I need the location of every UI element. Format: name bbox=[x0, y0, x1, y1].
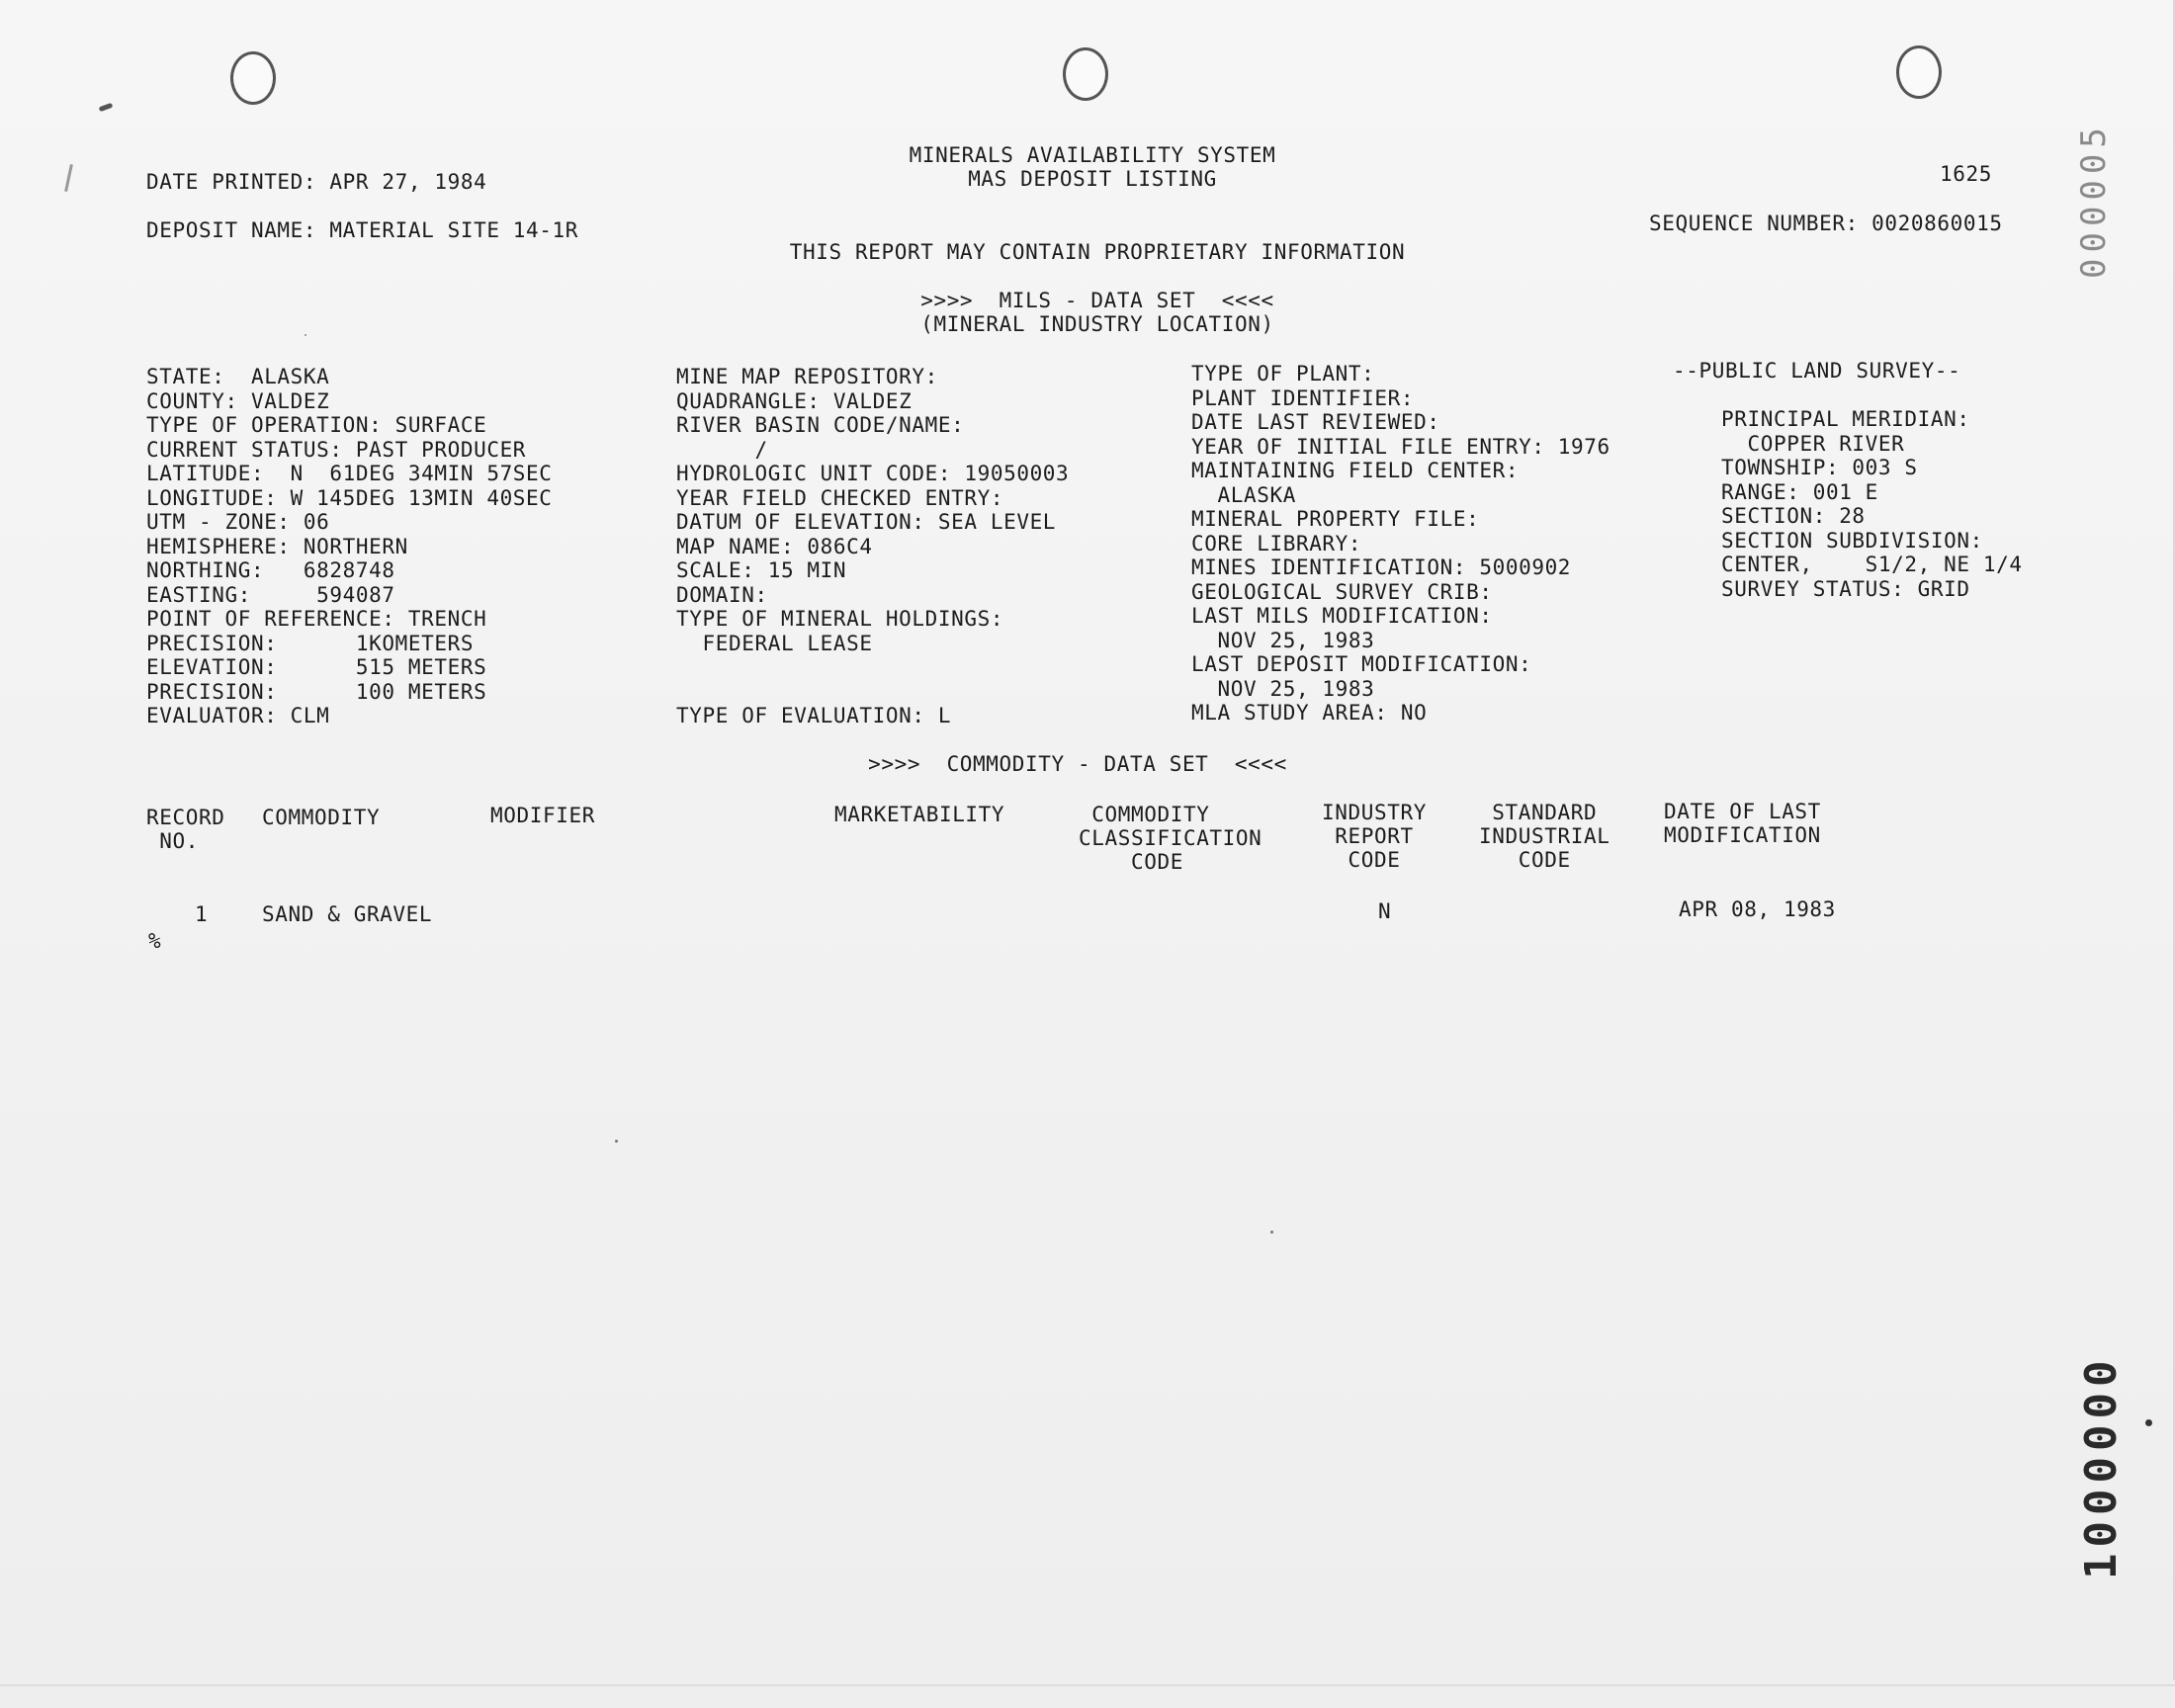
mils-field: STATE: ALASKA bbox=[146, 365, 330, 388]
mils-field: PRINCIPAL MERIDIAN: bbox=[1721, 407, 1970, 431]
header-commodity: COMMODITY bbox=[262, 806, 381, 829]
mils-field: COPPER RIVER bbox=[1721, 431, 1905, 456]
mils-field: CURRENT STATUS: PAST PRODUCER bbox=[146, 437, 527, 462]
mils-field: EASTING: 594087 bbox=[146, 582, 395, 607]
record-terminator: % bbox=[148, 929, 162, 953]
mils-field: CENTER, S1/2, NE 1/4 bbox=[1721, 553, 2023, 576]
mils-field: LAST DEPOSIT MODIFICATION: bbox=[1191, 652, 1532, 676]
mils-field: TYPE OF PLANT: bbox=[1191, 362, 1375, 385]
mils-field: LONGITUDE: W 145DEG 13MIN 40SEC bbox=[146, 485, 553, 510]
public-land-survey-title: --PUBLIC LAND SURVEY-- bbox=[1673, 359, 1961, 383]
mils-field: YEAR FIELD CHECKED ENTRY: bbox=[676, 485, 1004, 510]
mils-field: UTM - ZONE: 06 bbox=[146, 510, 330, 534]
mils-field: DOMAIN: bbox=[676, 582, 768, 607]
header-record-no: RECORD NO. bbox=[146, 806, 225, 853]
mils-field: TYPE OF OPERATION: SURFACE bbox=[146, 413, 487, 437]
row-industry-code: N bbox=[1378, 899, 1392, 923]
mils-field: MINE MAP REPOSITORY: bbox=[676, 365, 938, 388]
commodity-section-title: >>>> COMMODITY - DATA SET <<<< bbox=[868, 752, 1287, 776]
mils-field: RIVER BASIN CODE/NAME: bbox=[676, 413, 965, 437]
page-number: 1625 bbox=[1940, 162, 1992, 186]
mils-field: MINES IDENTIFICATION: 5000902 bbox=[1191, 555, 1572, 579]
mils-field: EVALUATOR: CLM bbox=[146, 704, 330, 727]
mils-field: DATUM OF ELEVATION: SEA LEVEL bbox=[676, 510, 1057, 534]
header-industry-report-code: INDUSTRY REPORT CODE bbox=[1322, 801, 1427, 872]
mils-field: / bbox=[676, 437, 768, 462]
mils-field: NORTHING: 6828748 bbox=[146, 558, 395, 582]
row-last-modification: APR 08, 1983 bbox=[1679, 897, 1836, 921]
mils-field: LATITUDE: N 61DEG 34MIN 57SEC bbox=[146, 462, 553, 485]
mils-field: PRECISION: 1KOMETERS bbox=[146, 631, 475, 655]
stray-dot bbox=[2145, 1419, 2152, 1426]
mils-field: YEAR OF INITIAL FILE ENTRY: 1976 bbox=[1191, 434, 1610, 459]
mils-field: PRECISION: 100 METERS bbox=[146, 679, 487, 704]
mils-section-subtitle: (MINERAL INDUSTRY LOCATION) bbox=[920, 312, 1274, 336]
mils-field: CORE LIBRARY: bbox=[1191, 531, 1362, 555]
page-edge-bottom bbox=[0, 1684, 2175, 1686]
mils-field: MLA STUDY AREA: NO bbox=[1191, 701, 1428, 725]
mils-field: SECTION: 28 bbox=[1721, 504, 1866, 528]
header-date-last-modification: DATE OF LAST MODIFICATION bbox=[1664, 800, 1821, 847]
listing-title: MAS DEPOSIT LISTING bbox=[968, 167, 1217, 191]
stray-mark bbox=[64, 164, 73, 192]
mils-field: NOV 25, 1983 bbox=[1191, 676, 1375, 701]
mils-field: HEMISPHERE: NORTHERN bbox=[146, 534, 408, 558]
page-stamp-bottom: 1000000 bbox=[2076, 1354, 2127, 1580]
mils-field: COUNTY: VALDEZ bbox=[146, 388, 330, 413]
mils-field: ELEVATION: 515 METERS bbox=[146, 655, 487, 679]
punch-hole-right bbox=[1896, 45, 1942, 99]
date-printed: DATE PRINTED: APR 27, 1984 bbox=[146, 170, 487, 194]
mils-field: ALASKA bbox=[1191, 482, 1296, 507]
mils-field: TYPE OF MINERAL HOLDINGS: bbox=[676, 607, 1004, 631]
mils-field: PLANT IDENTIFIER: bbox=[1191, 385, 1415, 410]
row-commodity: SAND & GRAVEL bbox=[262, 902, 433, 926]
header-modifier: MODIFIER bbox=[490, 804, 595, 827]
mils-field: FEDERAL LEASE bbox=[676, 631, 873, 655]
mils-field: NOV 25, 1983 bbox=[1191, 628, 1375, 652]
mils-field: MINERAL PROPERTY FILE: bbox=[1191, 507, 1480, 531]
mils-field: POINT OF REFERENCE: TRENCH bbox=[146, 607, 487, 631]
mils-field: TOWNSHIP: 003 S bbox=[1721, 456, 1918, 479]
row-record-no: 1 bbox=[195, 902, 209, 926]
dust-speck bbox=[1270, 1231, 1273, 1234]
sequence-number: SEQUENCE NUMBER: 0020860015 bbox=[1649, 212, 2003, 235]
mils-field: RANGE: 001 E bbox=[1721, 479, 1878, 504]
deposit-name: DEPOSIT NAME: MATERIAL SITE 14-1R bbox=[146, 218, 579, 242]
dust-speck bbox=[615, 1140, 618, 1143]
header-classification-code: COMMODITY CLASSIFICATION CODE bbox=[1079, 803, 1262, 874]
mils-section-title: >>>> MILS - DATA SET <<<< bbox=[920, 289, 1274, 312]
mils-field: HYDROLOGIC UNIT CODE: 19050003 bbox=[676, 462, 1070, 485]
punch-hole-left bbox=[230, 51, 276, 105]
mils-field: QUADRANGLE: VALDEZ bbox=[676, 388, 913, 413]
mils-field: GEOLOGICAL SURVEY CRIB: bbox=[1191, 579, 1493, 604]
mils-field: SCALE: 15 MIN bbox=[676, 558, 847, 582]
punch-hole-center bbox=[1063, 47, 1108, 101]
header-marketability: MARKETABILITY bbox=[834, 803, 1005, 826]
header-standard-industrial-code: STANDARD INDUSTRIAL CODE bbox=[1479, 801, 1610, 872]
mils-field: TYPE OF EVALUATION: L bbox=[676, 704, 952, 727]
mils-field: DATE LAST REVIEWED: bbox=[1191, 410, 1440, 434]
mils-field: MAP NAME: 086C4 bbox=[676, 534, 873, 558]
mils-field: SURVEY STATUS: GRID bbox=[1721, 576, 1970, 601]
mils-field: LAST MILS MODIFICATION: bbox=[1191, 604, 1493, 628]
page-stamp-top: 000005 bbox=[2074, 122, 2114, 279]
dust-speck bbox=[304, 334, 306, 336]
mils-field: SECTION SUBDIVISION: bbox=[1721, 528, 1983, 553]
proprietary-notice: THIS REPORT MAY CONTAIN PROPRIETARY INFORMATION bbox=[789, 240, 1406, 264]
system-title: MINERALS AVAILABILITY SYSTEM bbox=[909, 143, 1276, 167]
stray-mark bbox=[99, 103, 114, 112]
mils-field: MAINTAINING FIELD CENTER: bbox=[1191, 459, 1520, 482]
